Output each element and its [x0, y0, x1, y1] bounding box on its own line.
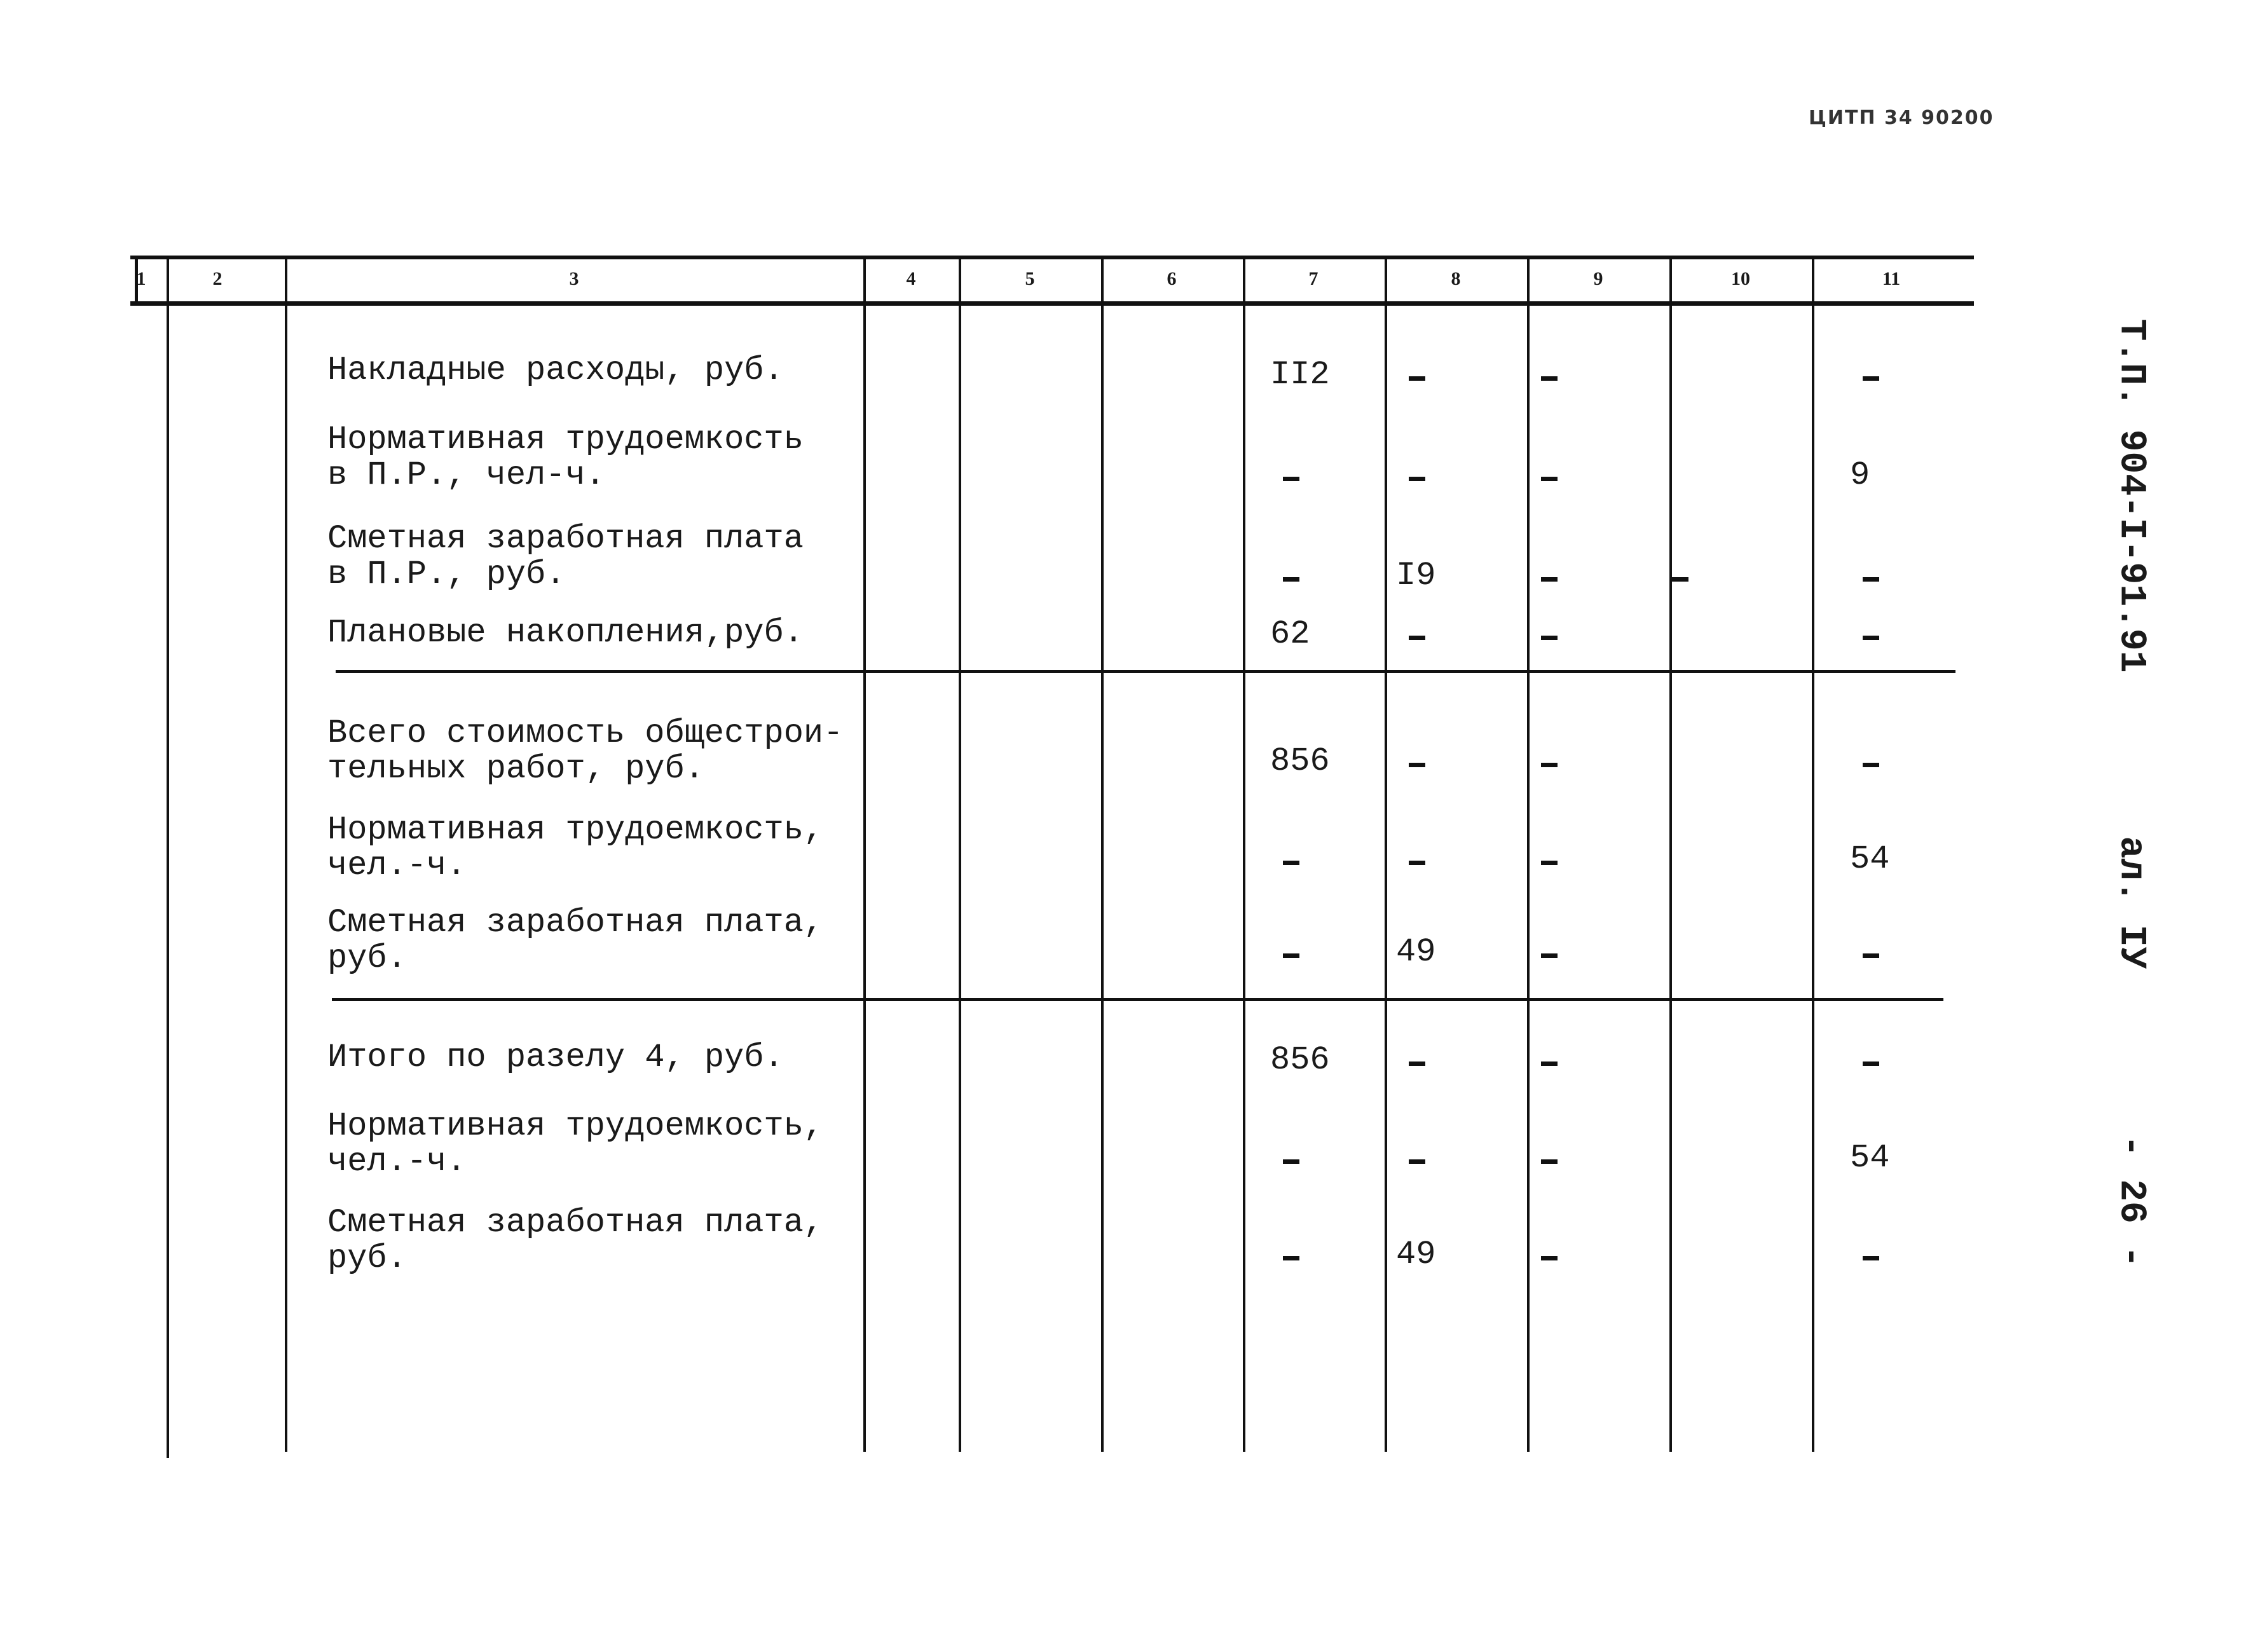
- dash-mark: [1863, 763, 1879, 767]
- column-divider: [1385, 257, 1387, 1452]
- column-divider: [1527, 257, 1530, 1452]
- column-divider: [959, 257, 961, 1452]
- cell-value: 856: [1270, 1041, 1330, 1079]
- cell-value: 49: [1396, 1236, 1436, 1273]
- row-description: Накладные расходы, руб.: [327, 352, 784, 389]
- page-number: - 26 -: [2110, 1135, 2152, 1268]
- cell-value: 62: [1270, 615, 1310, 653]
- cell-value: 54: [1850, 840, 1890, 878]
- album-number: ал. IУ: [2110, 836, 2152, 969]
- column-divider: [1812, 257, 1814, 1452]
- dash-mark: [1541, 376, 1558, 381]
- header-top-rule: [130, 256, 1974, 259]
- dash-mark: [1409, 477, 1425, 481]
- dash-mark: [1863, 1256, 1879, 1260]
- column-header: 8: [1451, 268, 1461, 289]
- dash-mark: [1409, 1159, 1425, 1164]
- column-divider: [285, 257, 287, 1452]
- dash-mark: [1541, 1159, 1558, 1164]
- dash-mark: [1283, 861, 1299, 865]
- dash-mark: [1541, 953, 1558, 958]
- dash-mark: [1541, 861, 1558, 865]
- column-divider: [1101, 257, 1104, 1452]
- dash-mark: [1863, 376, 1879, 381]
- section-divider: [332, 998, 1943, 1001]
- column-divider: [167, 257, 169, 1458]
- dash-mark: [1863, 1062, 1879, 1066]
- cell-value: 856: [1270, 742, 1330, 780]
- row-description: Сметная заработная плата, руб.: [327, 1204, 824, 1277]
- dash-mark: [1672, 577, 1688, 582]
- column-header: 5: [1025, 268, 1035, 289]
- dash-mark: [1283, 953, 1299, 958]
- column-header: 2: [212, 268, 223, 289]
- dash-mark: [1541, 577, 1558, 582]
- section-divider: [336, 670, 1955, 673]
- cell-value: 9: [1850, 456, 1870, 494]
- row-description: Плановые накопления,руб.: [327, 614, 804, 652]
- cell-value: 49: [1396, 933, 1436, 971]
- row-description: Сметная заработная плата, руб.: [327, 904, 824, 977]
- row-description: Нормативная трудоемкость, чел.-ч.: [327, 811, 824, 884]
- row-description: Сметная заработная плата в П.Р., руб.: [327, 520, 804, 593]
- dash-mark: [1541, 763, 1558, 767]
- header-bottom-rule: [130, 301, 1974, 306]
- column-header: 9: [1593, 268, 1603, 289]
- row-description: Нормативная трудоемкость, чел.-ч.: [327, 1107, 824, 1180]
- dash-mark: [1863, 636, 1879, 640]
- column-header: 7: [1308, 268, 1318, 289]
- cell-value: 54: [1850, 1139, 1890, 1177]
- column-header: 4: [906, 268, 916, 289]
- row-description: Итого по разелу 4, руб.: [327, 1039, 784, 1076]
- column-header: 10: [1731, 268, 1750, 289]
- column-divider: [1669, 257, 1672, 1452]
- dash-mark: [1409, 636, 1425, 640]
- dash-mark: [1283, 1256, 1299, 1260]
- column-divider: [1243, 257, 1245, 1452]
- dash-mark: [1283, 577, 1299, 582]
- column-divider: [863, 257, 866, 1452]
- dash-mark: [1863, 577, 1879, 582]
- dash-mark: [1409, 861, 1425, 865]
- dash-mark: [1541, 636, 1558, 640]
- dash-mark: [1283, 477, 1299, 481]
- column-header: 3: [569, 268, 579, 289]
- cell-value: II2: [1270, 356, 1330, 393]
- cell-value: I9: [1396, 557, 1436, 594]
- column-header: 11: [1882, 268, 1901, 289]
- column-header: 6: [1167, 268, 1177, 289]
- dash-mark: [1541, 1062, 1558, 1066]
- archive-stamp: ЦИТП 34 90200: [1809, 107, 1994, 129]
- document-code: Т.П. 904-I-91.91: [2110, 318, 2152, 673]
- dash-mark: [1409, 763, 1425, 767]
- dash-mark: [1409, 376, 1425, 381]
- row-description: Нормативная трудоемкость в П.Р., чел-ч.: [327, 421, 804, 494]
- dash-mark: [1409, 1062, 1425, 1066]
- dash-mark: [1283, 1159, 1299, 1164]
- dash-mark: [1541, 477, 1558, 481]
- dash-mark: [1541, 1256, 1558, 1260]
- column-header: 1: [136, 268, 146, 289]
- row-description: Всего стоимость общестрои- тельных работ, руб.: [327, 714, 844, 788]
- dash-mark: [1863, 953, 1879, 958]
